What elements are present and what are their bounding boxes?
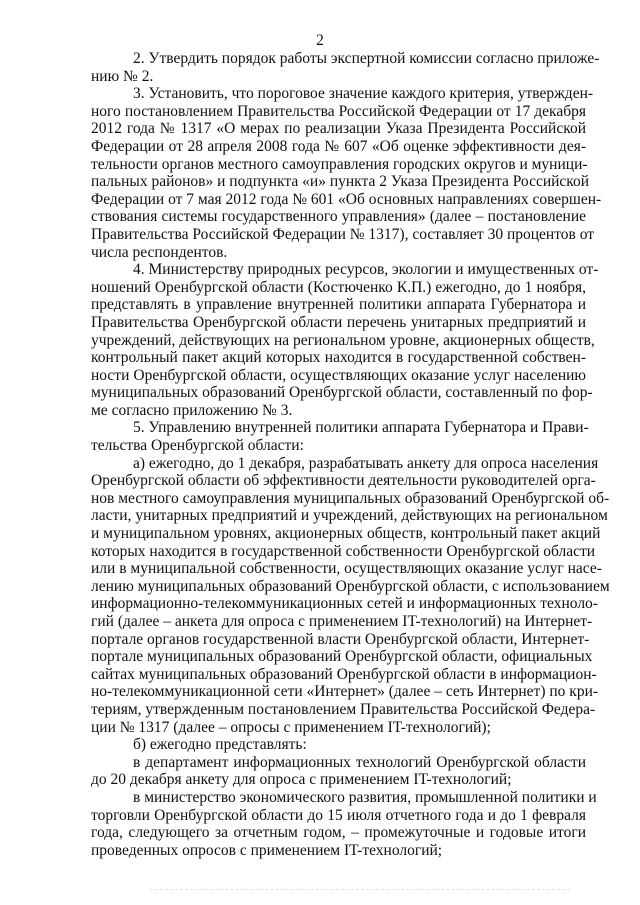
text-line: сайтах муниципальных образований Оренбургской области в информацион-: [91, 665, 597, 683]
text-line: Федерации от 28 апреля 2008 года № 607 «Об оценке эффективности дея-: [91, 137, 586, 155]
text-line: 2012 года № 1317 «О мерах по реализации Указа Президента Российской: [91, 120, 586, 138]
text-line: портале органов государственной власти Оренбургской области, Интернет-: [91, 630, 590, 648]
text-line: портале муниципальных образований Оренбургской области, официальных: [91, 648, 593, 666]
text-line: ности Оренбургской области, осуществляющих оказание услуг населению: [91, 366, 586, 384]
text-line: в министерство экономического развития, промышленной политики и: [133, 788, 597, 806]
text-line: Правительства Оренбургской области перечень унитарных предприятий и: [91, 313, 586, 331]
text-line: ного постановлением Правительства Российской Федерации от 17 декабря: [91, 102, 586, 120]
text-line: териям, утвержденным постановлением Правительства Российской Федера-: [91, 700, 596, 718]
text-line: информационно-телекоммуникационных сетей и информационных техноло-: [91, 595, 598, 613]
text-line: ласти, унитарных предприятий и учреждений, действующих на региональном: [91, 507, 608, 525]
page-number: 2: [316, 32, 324, 49]
text-line: до 20 декабря анкету для опроса с применением IT-технологий;: [91, 771, 512, 789]
text-line: 2. Утвердить порядок работы экспертной комиссии согласно приложе-: [133, 50, 600, 67]
text-line: в департамент информационных технологий Оренбургской области: [133, 753, 586, 771]
text-line: тельности органов местного самоуправления городских округов и муници-: [91, 155, 588, 173]
text-line: ствования системы государственного управления» (далее – постановление: [91, 208, 586, 226]
text-line: года, следующего за отчетным годом, – промежуточные и годовые итоги: [91, 824, 586, 842]
text-line: контрольный пакет акций которых находится в государственной собствен-: [91, 349, 586, 367]
document-body: [91, 50, 610, 859]
text-line: 3. Установить, что пороговое значение каждого критерия, утвержден-: [133, 85, 594, 103]
text-line: нию № 2.: [91, 67, 154, 85]
text-line: ношений Оренбургской области (Костюченко К.П.) ежегодно, до 1 ноября,: [91, 278, 586, 296]
text-line: пальных районов» и подпункта «и» пункта 2 Указа Президента Российской: [91, 173, 590, 191]
scan-artifact-line: [150, 889, 570, 896]
text-line: Оренбургской области об эффективности деятельности руководителей орга-: [91, 472, 596, 490]
text-line: 4. Министерству природных ресурсов, экологии и имущественных от-: [133, 261, 599, 279]
text-line: которых находится в государственной собственности Оренбургской области: [91, 542, 596, 560]
text-line: проведенных опросов с применением IT-технологий;: [91, 841, 443, 859]
text-line: Федерации от 7 мая 2012 года № 601 «Об основных направлениях совершен-: [91, 190, 602, 208]
text-line: 5. Управлению внутренней политики аппарата Губернатора и Прави-: [133, 419, 589, 437]
text-line: числа респондентов.: [91, 243, 228, 261]
text-line: ции № 1317 (далее – опросы с применением IT-технологий);: [91, 718, 491, 736]
text-line: а) ежегодно, до 1 декабря, разрабатывать анкету для опроса населения: [133, 454, 599, 472]
text-line: тельства Оренбургской области:: [91, 437, 304, 455]
text-line: ме согласно приложению № 3.: [91, 401, 293, 419]
text-line: но-телекоммуникационной сети «Интернет» (далее – сеть Интернет) по кри-: [91, 683, 599, 701]
text-line: нов местного самоуправления муниципальных образований Оренбургской об-: [91, 489, 610, 507]
text-line: лению муниципальных образований Оренбургской области, с использованием: [91, 577, 610, 595]
text-line: Правительства Российской Федерации № 1317), составляет 30 процентов от: [91, 225, 595, 243]
text-line: торговли Оренбургской области до 15 июля отчетного года и до 1 февраля: [91, 806, 586, 824]
text-line: или в муниципальной собственности, осуществляющих оказание услуг насе-: [91, 560, 602, 578]
text-line: учреждений, действующих на региональном уровне, акционерных обществ,: [91, 331, 595, 349]
text-line: гий (далее – анкета для опроса с применением IT-технологий) на Интернет-: [91, 613, 593, 630]
text-line: муниципальных образований Оренбургской области, составленный по фор-: [91, 384, 593, 402]
text-line: и муниципальном уровнях, акционерных обществ, контрольный пакет акций: [91, 525, 601, 543]
text-line: представлять в управление внутренней политики аппарата Губернатора и: [91, 296, 586, 314]
text-line: б) ежегодно представлять:: [133, 736, 307, 754]
